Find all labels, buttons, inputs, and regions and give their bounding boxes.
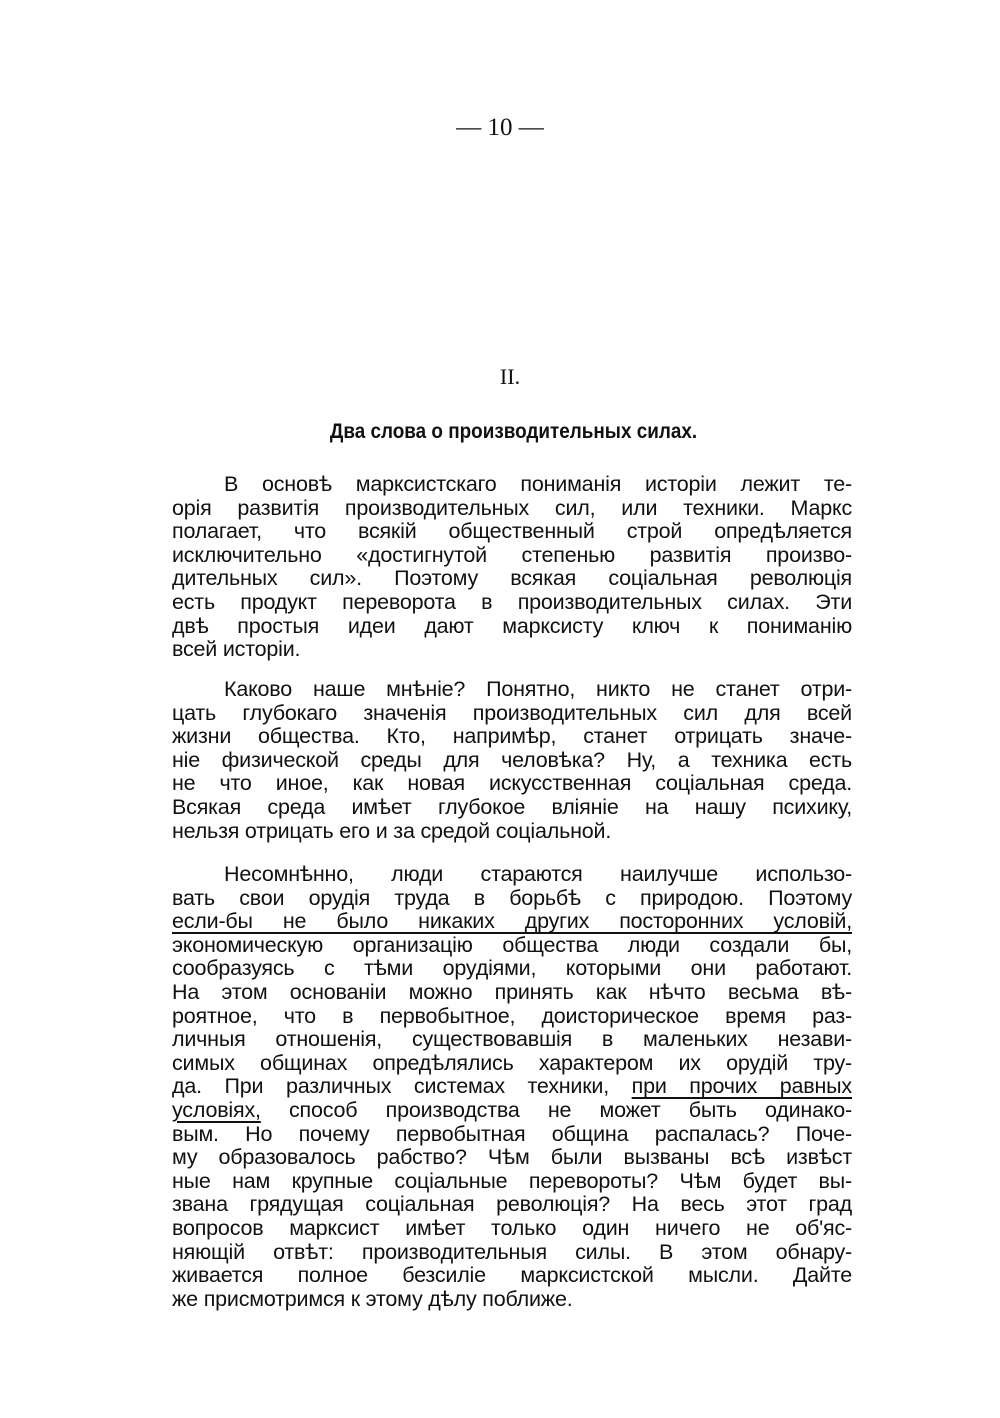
text-line: сообразуясь с тѣми орудіями, которыми они работают.: [172, 956, 852, 981]
text-line: Каково наше мнѣніе? Понятно, никто не станет отри-: [224, 677, 852, 701]
text-line: вать свои орудія труда в борьбѣ с природою. Поэтому: [172, 885, 852, 910]
text-line: вым. Но почему первобытная община распалась? Поче-: [172, 1121, 852, 1146]
text-line: симых общинах опредѣлялись характером их орудій тру-: [172, 1050, 852, 1075]
text-line: личныя отношенія, существовавшія в маленьких незави-: [172, 1027, 852, 1052]
text-line: жизни общества. Кто, напримѣр, станет отрицать значе-: [172, 724, 852, 749]
text-line: нельзя отрицать его и за средой соціальной.: [172, 818, 612, 843]
paragraph-3: [172, 863, 852, 1311]
text-line: му образовалось рабство? Чѣм были вызваны всѣ извѣст: [172, 1145, 852, 1170]
text-line: Всякая среда имѣет глубокое вліяніе на нашу психику,: [172, 794, 852, 819]
text-line: экономическую организацію общества люди создали бы,: [172, 932, 852, 957]
text-line: вопросов марксист имѣет только один ничего не об'яс-: [172, 1215, 852, 1240]
text-line: На этом основаніи можно принять как нѣчто весьма вѣ-: [172, 979, 852, 1004]
text-line: В основѣ марксистскаго пониманія исторіи лежит те-: [224, 472, 852, 496]
text-line: же присмотримся к этому дѣлу поближе.: [172, 1286, 573, 1311]
text-line: полагает, что всякій общественный строй опредѣляется: [172, 519, 852, 544]
text-line: ніе физической среды для человѣка? Ну, а техника есть: [172, 747, 852, 772]
text-line: живается полное безсиліе марксистской мысли. Дайте: [172, 1263, 852, 1288]
text-line: орія развитія производительных сил, или техники. Маркс: [172, 495, 852, 520]
section-title: Два слова о производительных силах.: [329, 420, 698, 443]
page-number: — 10 —: [456, 114, 544, 141]
text-line: двѣ простыя идеи дают марксисту ключ к пониманію: [172, 613, 852, 638]
underlined-phrase: условіях,: [172, 1097, 261, 1122]
text-line: роятное, что в первобытное, доисторическое время раз-: [172, 1003, 852, 1028]
section-number: II.: [499, 364, 521, 389]
text-line: не что иное, как новая искусственная соціальная среда.: [172, 771, 852, 796]
text-line: Несомнѣнно, люди стараются наилучше использо-: [224, 862, 852, 886]
text-line: цать глубокаго значенія производительных сил для всей: [172, 700, 852, 725]
text-line: няющій отвѣт: производительныя силы. В этом обнару-: [172, 1239, 852, 1264]
text-line: дительных сил». Поэтому всякая соціальная революція: [172, 566, 852, 591]
text-line: да. При различных системах техники, при прочих равных: [172, 1074, 852, 1099]
underlined-phrase: при прочих равных: [631, 1074, 852, 1099]
text-line: всей исторіи.: [172, 637, 301, 662]
text-line: условіях, способ производства не может быть одинако-: [172, 1097, 852, 1122]
text-line: если-бы не было никаких других посторонних условій,: [172, 909, 852, 934]
text-line: исключительно «достигнутой степенью развитія произво-: [172, 542, 852, 567]
text-line: ные нам крупные соціальные перевороты? Чѣм будет вы-: [172, 1168, 852, 1193]
paragraph-1: [172, 473, 852, 662]
text-line: звана грядущая соціальная революція? На весь этот град: [172, 1192, 852, 1217]
text-line: есть продукт переворота в производительных силах. Эти: [172, 589, 852, 614]
paragraph-2: [172, 678, 852, 843]
